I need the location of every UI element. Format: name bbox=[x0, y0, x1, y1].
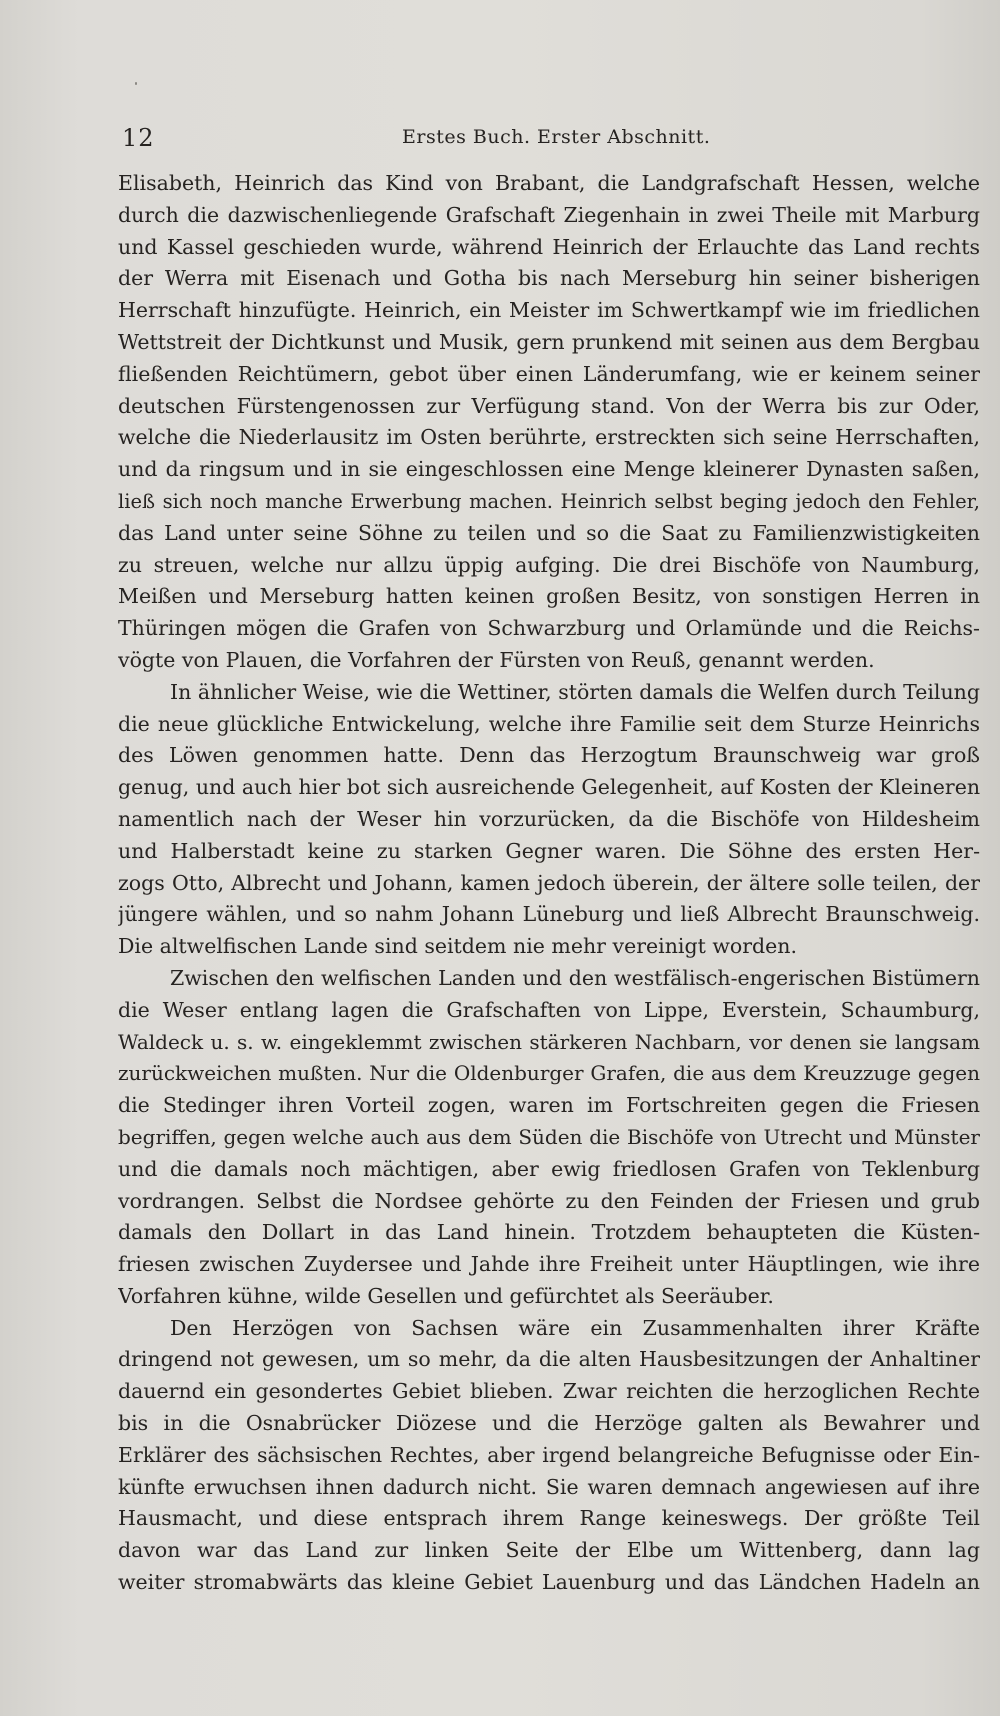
text-line: dauernd ein gesondertes Gebiet blieben. Zwar reichten die herzoglichen Rechte bbox=[118, 1379, 980, 1404]
running-head: Erstes Buch. Erster Abschnitt. bbox=[402, 126, 711, 148]
text-line: friesen zwischen Zuydersee und Jahde ihre Freiheit unter Häuptlingen, wie ihre bbox=[118, 1252, 980, 1277]
text-line: die neue glückliche Entwickelung, welche ihre Familie seit dem Sturze Heinrichs bbox=[118, 711, 980, 736]
text-line: zogs Otto, Albrecht und Johann, kamen jedoch überein, der ältere solle teilen, der bbox=[118, 870, 980, 895]
text-line: ließ sich noch manche Erwerbung machen. Heinrich selbst beging jedoch den Fehler, bbox=[118, 489, 980, 513]
text-line: namentlich nach der Weser hin vorzurücken, da die Bischöfe von Hildesheim bbox=[118, 806, 980, 831]
text-line: zurückweichen mußten. Nur die Oldenburger Grafen, die aus dem Kreuzzuge gegen bbox=[118, 1061, 980, 1086]
text-line: Waldeck u. s. w. eingeklemmt zwischen stärkeren Nachbarn, vor denen sie langsam bbox=[118, 1029, 980, 1054]
text-line: deutschen Fürstengenossen zur Verfügung stand. Von der Werra bis zur Oder, bbox=[118, 393, 980, 418]
text-line: die Stedinger ihren Vorteil zogen, waren im Fortschreiten gegen die Friesen bbox=[118, 1093, 980, 1118]
text-line: weiter stromabwärts das kleine Gebiet Lauenburg und das Ländchen Hadeln an bbox=[118, 1570, 980, 1595]
text-line: bis in die Osnabrücker Diözese und die Herzöge galten als Bewahrer und bbox=[118, 1411, 980, 1436]
text-line: vögte von Plauen, die Vorfahren der Fürsten von Reuß, genannt werden. bbox=[118, 647, 875, 672]
text-line: und da ringsum und in sie eingeschlossen eine Menge kleinerer Dynasten saßen, bbox=[118, 457, 980, 482]
text-line: Hausmacht, und diese entsprach ihrem Range keineswegs. Der größte Teil bbox=[118, 1506, 980, 1531]
text-line: Die altwelfischen Lande sind seitdem nie mehr vereinigt worden. bbox=[118, 934, 798, 959]
text-line: genug, und auch hier bot sich ausreichende Gelegenheit, auf Kosten der Kleineren bbox=[118, 775, 980, 800]
text-line: durch die dazwischenliegende Grafschaft Ziegenhain in zwei Theile mit Marburg bbox=[118, 202, 980, 227]
text-line: Thüringen mögen die Grafen von Schwarzburg und Orlamünde und die Reichs- bbox=[118, 616, 980, 641]
text-line: Erklärer des sächsischen Rechtes, aber irgend belangreiche Befugnisse oder Ein- bbox=[118, 1442, 980, 1467]
text-line: begriffen, gegen welche auch aus dem Süden die Bischöfe von Utrecht und Münster bbox=[118, 1124, 980, 1149]
text-line: fließenden Reichtümern, gebot über einen Länderumfang, wie er keinem seiner bbox=[118, 361, 980, 386]
text-line: und Halberstadt keine zu starken Gegner waren. Die Söhne des ersten Her- bbox=[118, 838, 980, 863]
text-line: Zwischen den welfischen Landen und den westfälisch-engerischen Bistümern bbox=[170, 965, 980, 990]
text-line: dringend not gewesen, um so mehr, da die alten Hausbesitzungen der Anhaltiner bbox=[118, 1347, 980, 1372]
body-text bbox=[118, 168, 980, 1599]
text-line: In ähnlicher Weise, wie die Wettiner, störten damals die Welfen durch Teilung bbox=[170, 679, 980, 704]
page-number: 12 bbox=[122, 124, 155, 152]
text-line: welche die Niederlausitz im Osten berührte, erstreckten sich seine Herrschaften, bbox=[118, 425, 980, 450]
paper-speck bbox=[135, 82, 137, 85]
text-line: des Löwen genommen hatte. Denn das Herzogtum Braunschweig war groß bbox=[118, 743, 980, 768]
text-line: zu streuen, welche nur allzu üppig aufging. Die drei Bischöfe von Naumburg, bbox=[118, 552, 980, 577]
text-line: Meißen und Merseburg hatten keinen großen Besitz, von sonstigen Herren in bbox=[118, 584, 980, 609]
page-header bbox=[122, 120, 980, 160]
text-line: jüngere wählen, und so nahm Johann Lüneburg und ließ Albrecht Braunschweig. bbox=[118, 902, 980, 927]
text-line: Herrschaft hinzufügte. Heinrich, ein Meister im Schwertkampf wie im friedlichen bbox=[118, 298, 980, 323]
text-line: Vorfahren kühne, wilde Gesellen und gefürchtet als Seeräuber. bbox=[118, 1283, 774, 1308]
text-line: das Land unter seine Söhne zu teilen und so die Saat zu Familienzwistigkeiten bbox=[118, 520, 980, 545]
text-line: vordrangen. Selbst die Nordsee gehörte zu den Feinden der Friesen und grub bbox=[118, 1188, 980, 1213]
text-line: Elisabeth, Heinrich das Kind von Brabant, die Landgrafschaft Hessen, welche bbox=[118, 171, 980, 195]
text-line: der Werra mit Eisenach und Gotha bis nach Merseburg hin seiner bisherigen bbox=[118, 266, 980, 291]
text-line: die Weser entlang lagen die Grafschaften von Lippe, Everstein, Schaumburg, bbox=[118, 997, 980, 1022]
text-line: und die damals noch mächtigen, aber ewig friedlosen Grafen von Teklenburg bbox=[118, 1156, 980, 1181]
text-line: damals den Dollart in das Land hinein. Trotzdem behaupteten die Küsten- bbox=[118, 1220, 980, 1245]
text-line: Den Herzögen von Sachsen wäre ein Zusammenhalten ihrer Kräfte bbox=[170, 1315, 980, 1340]
text-line: davon war das Land zur linken Seite der Elbe um Wittenberg, dann lag bbox=[118, 1538, 980, 1563]
text-line: und Kassel geschieden wurde, während Heinrich der Erlauchte das Land rechts bbox=[118, 234, 980, 259]
text-line: Wettstreit der Dichtkunst und Musik, gern prunkend mit seinen aus dem Bergbau bbox=[118, 329, 980, 354]
text-line: künfte erwuchsen ihnen dadurch nicht. Sie waren demnach angewiesen auf ihre bbox=[118, 1474, 980, 1499]
